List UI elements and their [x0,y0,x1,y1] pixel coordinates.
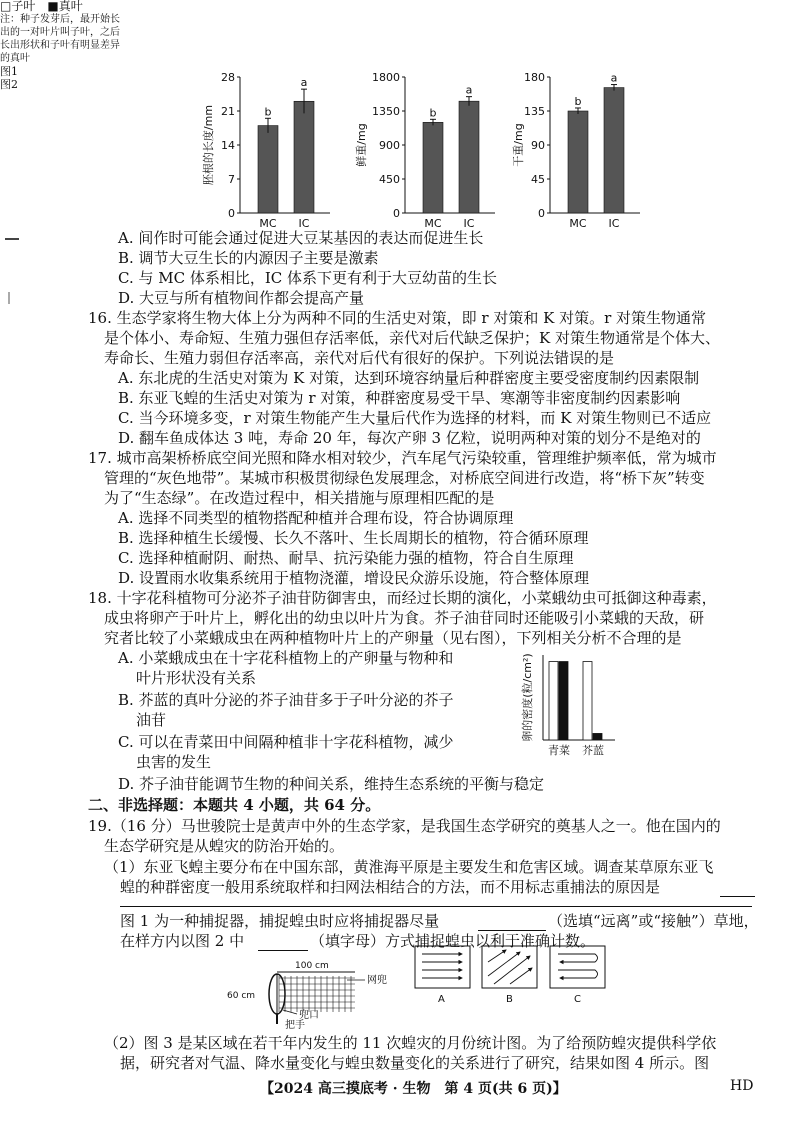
section2-title: 二、非选择题：本题共 4 小题，共 64 分。 [88,796,381,814]
q16-option-a: A. 东北虎的生活史对策为 K 对策，达到环境容纳量后种群密度主要受密度制约因素限制 [118,369,700,387]
pattern-c-arrows [558,954,598,978]
bar-chart-dry-weight [510,65,650,235]
fig2-label-c: C [574,994,581,1005]
answer-blank[interactable] [120,906,752,907]
bar-ic [294,101,314,213]
q19-line: 蝗的种群密度一般用系统取样和扫网法相结合的方法，而不用标志重捕法的原因是 [120,878,661,896]
q17-option-b: B. 选择种植生长缓慢、长久不落叶、生长周期长的植物，符合循环原理 [118,529,589,547]
x-tick-label: IC [463,217,475,230]
bar-cotyledon [549,662,558,740]
y-axis-label: 卵的密度(粒/cm²) [521,653,534,742]
q18-option-a-cont: 叶片形状没有关系 [136,669,257,687]
legend-cotyledon: □子叶 [0,0,36,13]
answer-blank[interactable] [720,896,755,897]
q18-option-c: C. 可以在青菜田中间隔种植非十字花科植物，减少 [118,733,454,751]
pattern-b-arrows [488,950,532,984]
egg-chart-note-line: 出的一对叶片叫子叶，之后 [0,27,120,38]
q19-part2-line: （2）图 3 是某区域在若干年内发生的 11 次蝗灾的月份统计图。为了给预防蝗灾提供科学依 [104,1034,717,1052]
q16-stem-line: 寿命长、生殖力弱但存活率高，亲代对后代有很好的保护。下列说法错误的是 [104,349,615,367]
bar-ic [604,88,624,213]
figure-2-sampling-patterns [410,942,605,1032]
y-tick-label: 21 [221,105,235,118]
x-tick-label: MC [424,217,442,230]
q17-stem-line: 17. 城市高架桥桥底空间光照和降水相对较少，汽车尾气污染较重，管理维护频率低，常为城市 [88,449,717,467]
q17-stem-line: 管理的“灰色地带”。某城市积极贯彻绿色发展理念，对桥底空间进行改造，将“桥下灰”转变 [104,469,705,487]
bar-chart-egg-density [505,645,620,770]
q16-option-d: D. 翻车鱼成体达 3 吨，寿命 20 年，每次产卵 3 亿粒，说明两种对策的划分不是绝对的 [118,429,701,447]
significance-letter: a [300,76,308,90]
y-axis-label: 胚根的长度/mm [202,104,215,186]
y-axis-label: 鲜重/mg [355,123,368,167]
y-tick-label: 45 [531,173,545,186]
fig1-mouth-label: 兜口 [299,1010,319,1021]
fig2-caption: 图2 [0,78,18,91]
q18-stem-line: 18. 十字花科植物可分泌芥子油苷防御害虫，而经过长期的演化，小菜蛾幼虫可抵御这种毒素， [88,589,717,607]
margin-mark [8,292,10,304]
q19-part2-line: 据，研究者对气温、降水量变化与蝗虫数量变化的关系进行了研究，结果如图 4 所示。图 [120,1054,710,1072]
q17-option-a: A. 选择不同类型的植物搭配种植并合理布设，符合协调原理 [118,509,514,527]
q17-option-c: C. 选择种植耐阴、耐热、耐旱、抗污染能力强的植物，符合自生原理 [118,549,574,567]
q18-option-a: A. 小菜蛾成虫在十字花科植物上的产卵量与物种和 [118,649,454,667]
bar-mc [258,126,278,213]
legend-true-leaf: ■真叶 [47,0,83,13]
bar-ic [459,101,479,213]
q18-option-b-cont: 油苷 [136,711,167,729]
fig2-label-b: B [506,994,513,1005]
fig2-label-a: A [438,994,445,1005]
y-tick-label: 90 [531,139,545,152]
page-footer-code: HD [730,1078,754,1094]
y-axis-label: 干重/mg [512,123,525,167]
bar-mc [568,111,588,213]
bar-mc [423,122,443,213]
q15-option-d: D. 大豆与所有植物间作都会提高产量 [118,289,365,307]
fig1-height-label: 60 cm [227,991,256,1001]
x-tick-label: IC [608,217,620,230]
margin-mark [5,238,19,240]
pattern-a-arrows [422,954,462,978]
egg-chart-note-line: 长出形状和子叶有明显差异 [0,40,120,51]
egg-chart-legend [0,0,800,13]
y-tick-label: 0 [538,207,545,220]
pattern-a-box [415,946,470,988]
q19-line: 生态学研究是从蝗灾的防治开始的。 [104,837,345,855]
figure-1-catcher [227,950,405,1031]
x-tick-label: IC [298,217,310,230]
q17-stem-line: 为了“生态绿”。在改造过程中，相关措施与原理相匹配的是 [104,489,495,507]
egg-chart-note-line: 的真叶 [0,53,30,64]
q19-line: 在样方内以图 2 中 [120,932,245,950]
bar-chart-fresh-weight [355,65,505,235]
q15-option-c: C. 与 MC 体系相比，IC 体系下更有利于大豆幼苗的生长 [118,269,498,287]
q16-stem-line: 16. 生态学家将生物大体上分为两种不同的生活史对策，即 r 对策和 K 对策。r 对策生物通常 [88,309,707,327]
q18-option-c-cont: 虫害的发生 [136,753,212,771]
q18-stem-line: 究者比较了小菜蛾成虫在两种植物叶片上的产卵量（见右图），下列相关分析不合理的是 [104,629,682,647]
fig1-handle-label: 把手 [285,1020,305,1031]
significance-letter: b [429,106,437,120]
fig1-caption: 图1 [0,65,18,78]
q16-option-b: B. 东亚飞蝗的生活史对策为 r 对策，种群密度易受干旱、寒潮等非密度制约因素影响 [118,389,681,407]
y-tick-label: 180 [524,71,545,84]
q15-option-a: A. 间作时可能会通过促进大豆某基因的表达而促进生长 [118,229,484,247]
significance-letter: b [574,94,582,108]
y-tick-label: 900 [379,139,400,152]
x-tick-label: 芥蓝 [582,744,604,757]
pattern-c-box [550,946,605,988]
y-tick-label: 1350 [372,105,400,118]
significance-letter: b [264,105,272,119]
x-tick-label: 青菜 [548,744,570,757]
q18-option-d: D. 芥子油苷能调节生物的种间关系，维持生态系统的平衡与稳定 [118,775,545,793]
bar-chart-radicle-length [200,65,340,235]
bar-cotyledon [583,662,592,740]
egg-chart-note-line: 注：种子发芽后，最开始长 [0,14,120,25]
q19-line: 图 1 为一种捕捉器，捕捉蝗虫时应将捕捉器尽量 [120,912,440,930]
q18-option-b: B. 芥蓝的真叶分泌的芥子油苷多于子叶分泌的芥子 [118,691,454,709]
q17-option-d: D. 设置雨水收集系统用于植物浇灌，增设民众游乐设施，符合整体原理 [118,569,590,587]
page-footer: 【2024 高三摸底考 · 生物 第 4 页(共 6 页)】 [260,1081,567,1097]
q18-stem-line: 成虫将卵产于叶片上，孵化出的幼虫以叶片为食。芥子油苷同时还能吸引小菜蛾的天敌，研 [104,609,705,627]
q16-option-c: C. 当今环境多变，r 对策生物能产生大量后代作为选择的材料，而 K 对策生物则已不适应 [118,409,712,427]
q19-line: （1）东亚飞蝗主要分布在中国东部，黄淮海平原是主要发生和危害区域。调查某草原东亚飞 [104,858,714,876]
bar-true-leaf [559,662,568,740]
fig1-net-label: 网兜 [367,975,387,986]
q15-option-b: B. 调节大豆生长的内源因子主要是激素 [118,249,379,267]
q19-line: 19.（16 分）马世骏院士是黄声中外的生态学家，是我国生态学研究的奠基人之一。他在国内的 [88,817,721,835]
q19-line: （选填“远离”或“接触”）草地， [548,912,759,930]
y-tick-label: 450 [379,173,400,186]
y-tick-label: 28 [221,71,235,84]
y-tick-label: 0 [228,207,235,220]
y-tick-label: 0 [393,207,400,220]
bar-true-leaf [593,733,602,740]
y-tick-label: 14 [221,139,235,152]
significance-letter: a [610,71,618,85]
net-mesh [279,976,355,1012]
q16-stem-line: 是个体小、寿命短、生殖力强但存活率低，亲代对后代缺乏保护；K 对策生物通常是个体大、 [104,329,720,347]
y-tick-label: 1800 [372,71,400,84]
x-tick-label: MC [569,217,587,230]
y-tick-label: 7 [228,173,235,186]
significance-letter: a [465,83,473,97]
q19-line: （填字母）方式捕捉蝗虫以利于准确计数。 [310,932,596,950]
x-tick-label: MC [259,217,277,230]
y-tick-label: 135 [524,105,545,118]
pattern-b-box [482,946,537,988]
fig1-width-label: 100 cm [295,961,329,971]
